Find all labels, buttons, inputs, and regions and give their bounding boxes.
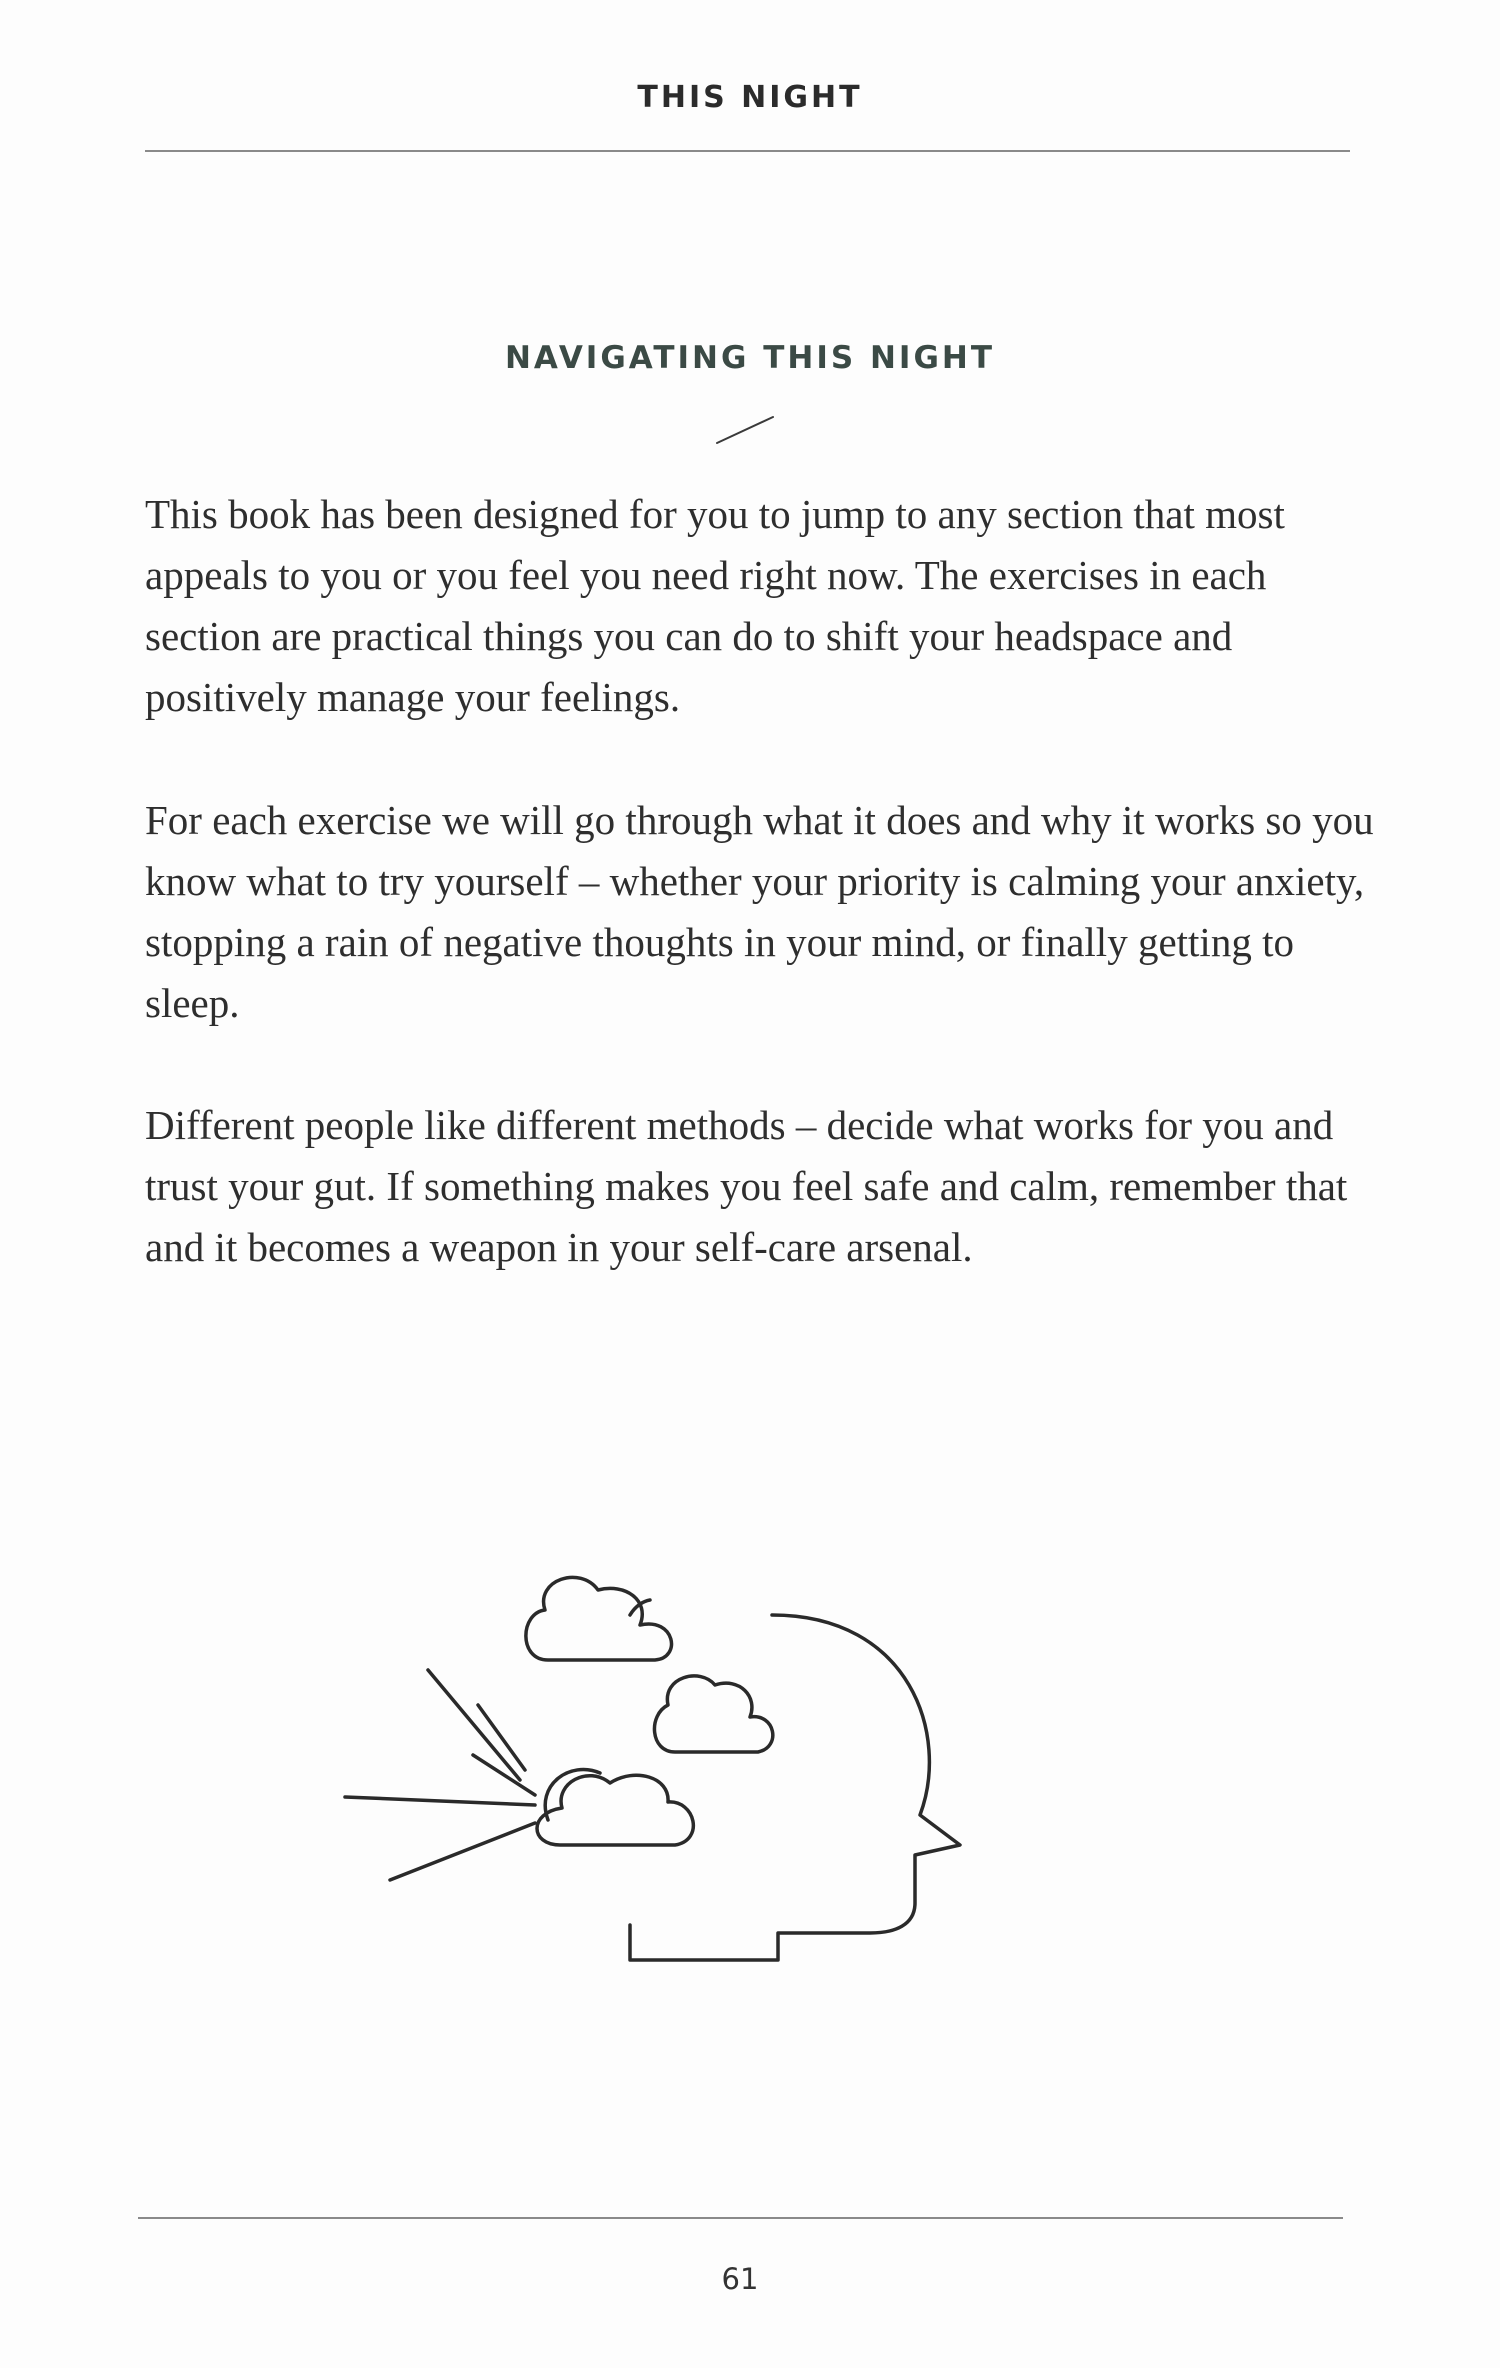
paragraph-1: This book has been designed for you to jump to any section that most appeals to you or you feel you need right now. The exercises in each section are practical things you can do to shift your headspace and positively manage your feelings. — [145, 491, 1285, 720]
section-title: NAVIGATING THIS NIGHT — [504, 340, 995, 376]
paragraph-2: For each exercise we will go through what it does and why it works so you know what to try yourself – whether your priority is calming your anxiety, stopping a rain of negative thoughts in your mind, or finally getting to sleep. — [145, 797, 1374, 1026]
page-number: 61 — [721, 2262, 759, 2296]
title-decorative-stroke — [715, 415, 775, 445]
header-divider — [145, 150, 1350, 152]
head-with-clouds-icon — [330, 1555, 980, 2015]
running-head: THIS NIGHT — [637, 80, 863, 115]
paragraph-3: Different people like different methods – decide what works for you and trust your gut. If something makes you feel safe and calm, remember that and it becomes a weapon in your self-care arsenal. — [145, 1102, 1348, 1270]
footer-divider — [138, 2217, 1343, 2219]
